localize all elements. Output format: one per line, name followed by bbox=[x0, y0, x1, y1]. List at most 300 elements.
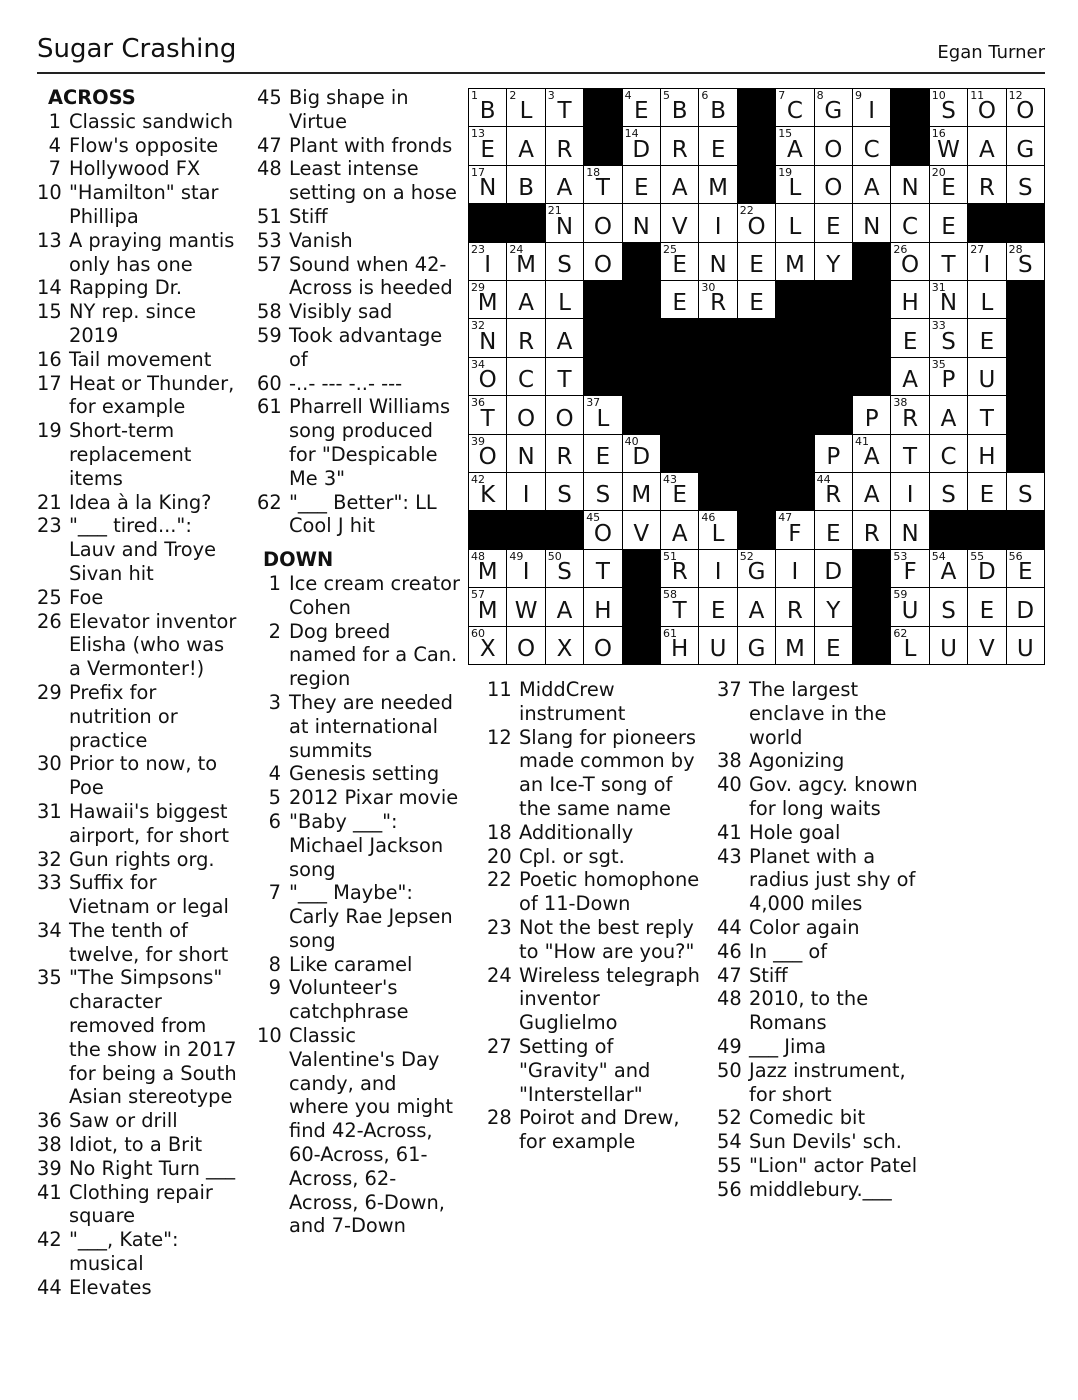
grid-cell[interactable] bbox=[815, 89, 853, 127]
grid-cell[interactable] bbox=[853, 511, 891, 549]
grid-cell[interactable] bbox=[776, 89, 814, 127]
cell-letter: L bbox=[711, 520, 725, 547]
grid-cell[interactable] bbox=[968, 358, 1006, 396]
clue-text: Setting of "Gravity" and "Interstellar" bbox=[519, 1034, 651, 1106]
grid-cell[interactable] bbox=[469, 89, 507, 127]
cell-letter: G bbox=[824, 98, 843, 125]
cell-letter: A bbox=[556, 328, 573, 355]
cell-letter: K bbox=[480, 482, 496, 509]
cell-letter: O bbox=[747, 213, 766, 240]
grid-cell[interactable] bbox=[584, 166, 622, 204]
cell-letter: S bbox=[1017, 251, 1033, 278]
grid-cell[interactable] bbox=[546, 473, 584, 511]
grid-cell[interactable] bbox=[507, 588, 545, 626]
grid-cell[interactable] bbox=[623, 435, 661, 473]
grid-cell[interactable] bbox=[507, 550, 545, 588]
grid-cell[interactable] bbox=[623, 166, 661, 204]
grid-cell[interactable] bbox=[930, 588, 968, 626]
grid-cell[interactable] bbox=[853, 396, 891, 434]
grid-cell[interactable] bbox=[930, 627, 968, 665]
grid-cell[interactable] bbox=[891, 473, 929, 511]
clue-number: 40 bbox=[717, 773, 742, 797]
cell-number: 28 bbox=[1008, 242, 1023, 256]
cell-letter: R bbox=[863, 520, 880, 547]
grid-cell[interactable] bbox=[546, 396, 584, 434]
cell-letter: O bbox=[593, 635, 612, 662]
cell-letter: T bbox=[903, 443, 918, 470]
clue-number: 2 bbox=[268, 619, 281, 643]
grid-cell[interactable] bbox=[546, 127, 584, 165]
grid-cell[interactable] bbox=[815, 627, 853, 665]
clue-item bbox=[717, 1154, 932, 1178]
cell-number: 15 bbox=[778, 127, 793, 141]
clue-item bbox=[37, 1228, 242, 1276]
cell-number: 35 bbox=[931, 357, 946, 371]
grid-cell[interactable] bbox=[1007, 550, 1045, 588]
grid-cell[interactable] bbox=[1007, 473, 1045, 511]
clue-item bbox=[257, 976, 462, 1024]
grid-cell[interactable] bbox=[469, 396, 507, 434]
clue-item bbox=[257, 810, 462, 881]
clue-number: 48 bbox=[717, 987, 742, 1011]
grid-cell[interactable] bbox=[891, 550, 929, 588]
grid-cell[interactable] bbox=[699, 89, 737, 127]
grid-cell[interactable] bbox=[891, 204, 929, 242]
grid-cell[interactable] bbox=[469, 319, 507, 357]
grid-cell[interactable] bbox=[1007, 627, 1045, 665]
clue-number: 30 bbox=[37, 752, 62, 776]
grid-block bbox=[1007, 204, 1045, 242]
grid-cell[interactable] bbox=[930, 281, 968, 319]
cell-letter: A bbox=[518, 136, 534, 163]
grid-block bbox=[891, 89, 929, 127]
grid-cell[interactable] bbox=[738, 243, 776, 281]
grid-cell[interactable] bbox=[815, 550, 853, 588]
grid-cell[interactable] bbox=[930, 435, 968, 473]
clue-number: 10 bbox=[257, 1024, 282, 1048]
grid-cell[interactable] bbox=[815, 127, 853, 165]
grid-cell[interactable] bbox=[661, 127, 699, 165]
grid-cell[interactable] bbox=[891, 281, 929, 319]
grid-block bbox=[738, 319, 776, 357]
clue-number: 7 bbox=[48, 157, 61, 181]
grid-block bbox=[699, 358, 737, 396]
grid-cell[interactable] bbox=[546, 204, 584, 242]
grid-cell[interactable] bbox=[776, 166, 814, 204]
cell-letter: N bbox=[709, 251, 727, 278]
clue-number: 17 bbox=[37, 371, 62, 395]
grid-block bbox=[584, 281, 622, 319]
puzzle-author: Egan Turner bbox=[937, 42, 1045, 63]
grid-cell[interactable] bbox=[546, 89, 584, 127]
grid-cell[interactable] bbox=[776, 550, 814, 588]
cell-letter: S bbox=[557, 482, 572, 509]
grid-cell[interactable] bbox=[930, 319, 968, 357]
grid-cell[interactable] bbox=[891, 396, 929, 434]
clue-number: 29 bbox=[37, 680, 62, 704]
grid-cell[interactable] bbox=[546, 550, 584, 588]
clue-number: 41 bbox=[717, 820, 742, 844]
grid-cell[interactable] bbox=[661, 588, 699, 626]
grid-cell[interactable] bbox=[584, 396, 622, 434]
grid-cell[interactable] bbox=[815, 166, 853, 204]
grid-cell[interactable] bbox=[699, 127, 737, 165]
grid-cell[interactable] bbox=[623, 473, 661, 511]
cell-letter: U bbox=[940, 635, 957, 662]
clue-item bbox=[37, 871, 242, 919]
grid-cell[interactable] bbox=[815, 588, 853, 626]
grid-cell[interactable] bbox=[776, 588, 814, 626]
clue-item bbox=[717, 773, 932, 821]
grid-cell[interactable] bbox=[1007, 588, 1045, 626]
clue-item bbox=[487, 964, 702, 1035]
grid-block bbox=[891, 127, 929, 165]
cell-letter: T bbox=[595, 175, 610, 202]
grid-cell[interactable] bbox=[546, 166, 584, 204]
grid-cell[interactable] bbox=[699, 588, 737, 626]
clue-item bbox=[487, 678, 702, 726]
cell-letter: E bbox=[749, 290, 764, 317]
grid-cell[interactable] bbox=[469, 127, 507, 165]
grid-cell[interactable] bbox=[699, 281, 737, 319]
clue-text: "___, Kate": musical bbox=[69, 1228, 179, 1276]
grid-cell[interactable] bbox=[815, 435, 853, 473]
cell-number: 14 bbox=[624, 127, 639, 141]
cell-letter: H bbox=[901, 290, 919, 317]
clue-number: 28 bbox=[487, 1106, 512, 1130]
grid-cell[interactable] bbox=[891, 166, 929, 204]
grid-cell[interactable] bbox=[507, 627, 545, 665]
grid-cell[interactable] bbox=[968, 588, 1006, 626]
grid-cell[interactable] bbox=[815, 473, 853, 511]
grid-cell[interactable] bbox=[661, 473, 699, 511]
grid-cell[interactable] bbox=[968, 396, 1006, 434]
clue-number: 27 bbox=[487, 1034, 512, 1058]
grid-cell[interactable] bbox=[815, 243, 853, 281]
grid-cell[interactable] bbox=[546, 281, 584, 319]
grid-cell[interactable] bbox=[853, 166, 891, 204]
grid-cell[interactable] bbox=[930, 204, 968, 242]
grid-cell[interactable] bbox=[584, 550, 622, 588]
cell-letter: E bbox=[710, 136, 726, 163]
grid-cell[interactable] bbox=[853, 473, 891, 511]
cell-number: 22 bbox=[739, 204, 754, 218]
grid-cell[interactable] bbox=[930, 396, 968, 434]
grid-cell[interactable] bbox=[968, 166, 1006, 204]
cell-number: 20 bbox=[931, 165, 946, 179]
cell-letter: N bbox=[479, 175, 497, 202]
cell-letter: S bbox=[557, 559, 572, 586]
grid-cell[interactable] bbox=[815, 511, 853, 549]
grid-cell[interactable] bbox=[661, 281, 699, 319]
grid-cell[interactable] bbox=[623, 89, 661, 127]
grid-cell[interactable] bbox=[853, 127, 891, 165]
clue-text: NY rep. since 2019 bbox=[69, 300, 196, 347]
clue-number: 18 bbox=[487, 820, 512, 844]
grid-cell[interactable] bbox=[623, 511, 661, 549]
grid-cell[interactable] bbox=[584, 511, 622, 549]
grid-cell[interactable] bbox=[1007, 243, 1045, 281]
grid-cell[interactable] bbox=[546, 588, 584, 626]
clue-number: 4 bbox=[48, 133, 61, 157]
clue-number: 7 bbox=[268, 881, 281, 905]
grid-cell[interactable] bbox=[968, 550, 1006, 588]
cell-letter: T bbox=[979, 405, 994, 432]
grid-cell[interactable] bbox=[699, 243, 737, 281]
grid-cell[interactable] bbox=[661, 166, 699, 204]
grid-block bbox=[1007, 281, 1045, 319]
cell-letter: T bbox=[941, 251, 956, 278]
grid-cell[interactable] bbox=[968, 319, 1006, 357]
clue-number: 21 bbox=[37, 490, 62, 514]
clue-item bbox=[257, 1024, 462, 1238]
grid-cell[interactable] bbox=[738, 550, 776, 588]
cell-letter: F bbox=[903, 559, 917, 586]
grid-cell[interactable] bbox=[469, 588, 507, 626]
grid-block bbox=[968, 204, 1006, 242]
grid-cell[interactable] bbox=[507, 473, 545, 511]
grid-cell[interactable] bbox=[699, 627, 737, 665]
grid-cell[interactable] bbox=[507, 319, 545, 357]
cell-letter: E bbox=[595, 443, 611, 470]
clue-item bbox=[487, 821, 702, 845]
cell-letter: T bbox=[480, 405, 495, 432]
clue-number: 4 bbox=[268, 762, 281, 786]
grid-cell[interactable] bbox=[546, 243, 584, 281]
grid-cell[interactable] bbox=[623, 204, 661, 242]
clue-number: 20 bbox=[487, 844, 512, 868]
grid-cell[interactable] bbox=[968, 473, 1006, 511]
grid-cell[interactable] bbox=[584, 627, 622, 665]
cell-letter: E bbox=[826, 520, 841, 547]
cell-letter: T bbox=[557, 367, 572, 394]
grid-block bbox=[738, 358, 776, 396]
cell-letter: C bbox=[863, 136, 880, 163]
cell-number: 5 bbox=[663, 89, 670, 102]
grid-cell[interactable] bbox=[968, 89, 1006, 127]
grid-cell[interactable] bbox=[891, 243, 929, 281]
clue-item bbox=[257, 786, 462, 810]
cell-letter: E bbox=[749, 251, 764, 278]
grid-cell[interactable] bbox=[930, 358, 968, 396]
grid-cell[interactable] bbox=[507, 281, 545, 319]
grid-cell[interactable] bbox=[853, 435, 891, 473]
clue-text: Hollywood FX bbox=[69, 157, 201, 181]
clue-item bbox=[37, 300, 242, 348]
grid-cell[interactable] bbox=[738, 281, 776, 319]
grid-cell[interactable] bbox=[930, 89, 968, 127]
clue-item bbox=[717, 1178, 932, 1202]
grid-cell[interactable] bbox=[507, 243, 545, 281]
grid-cell[interactable] bbox=[815, 204, 853, 242]
cell-letter: O bbox=[478, 367, 497, 394]
grid-cell[interactable] bbox=[930, 166, 968, 204]
grid-cell[interactable] bbox=[1007, 166, 1045, 204]
cell-number: 51 bbox=[663, 549, 677, 563]
grid-cell[interactable] bbox=[776, 127, 814, 165]
clue-text: Pharrell Williams song produced for "Despicable Me 3" bbox=[289, 395, 451, 490]
grid-block bbox=[469, 204, 507, 242]
grid-block bbox=[738, 435, 776, 473]
cell-number: 3 bbox=[547, 89, 555, 102]
clue-text: Cpl. or sgt. bbox=[519, 844, 625, 868]
grid-block bbox=[738, 127, 776, 165]
cell-letter: O bbox=[1016, 98, 1035, 125]
grid-cell[interactable] bbox=[507, 127, 545, 165]
cell-number: 12 bbox=[1008, 89, 1023, 102]
grid-cell[interactable] bbox=[891, 435, 929, 473]
grid-cell[interactable] bbox=[699, 550, 737, 588]
clue-item bbox=[487, 726, 702, 821]
clue-number: 51 bbox=[257, 204, 282, 228]
grid-cell[interactable] bbox=[853, 204, 891, 242]
grid-cell[interactable] bbox=[891, 588, 929, 626]
cell-number: 25 bbox=[663, 242, 677, 256]
grid-cell[interactable] bbox=[968, 435, 1006, 473]
cell-number: 55 bbox=[970, 549, 985, 563]
grid-cell[interactable] bbox=[661, 627, 699, 665]
cell-number: 16 bbox=[931, 127, 946, 141]
clue-text: Slang for pioneers made common by an Ice-T song of the same name bbox=[519, 725, 696, 820]
clue-text: Agonizing bbox=[749, 749, 845, 773]
grid-cell[interactable] bbox=[661, 243, 699, 281]
clue-text: Color again bbox=[749, 915, 860, 939]
cell-letter: P bbox=[826, 443, 841, 470]
clue-text: Elevator inventor Elisha (who was a Vermonter!) bbox=[69, 609, 237, 681]
grid-cell[interactable] bbox=[469, 473, 507, 511]
grid-block bbox=[738, 473, 776, 511]
cell-letter: M bbox=[516, 251, 537, 278]
grid-cell[interactable] bbox=[584, 473, 622, 511]
clue-item bbox=[37, 276, 242, 300]
clue-item bbox=[37, 229, 242, 277]
grid-cell[interactable] bbox=[891, 358, 929, 396]
grid-cell[interactable] bbox=[891, 627, 929, 665]
cell-letter: T bbox=[595, 559, 610, 586]
grid-cell[interactable] bbox=[738, 204, 776, 242]
grid-cell[interactable] bbox=[507, 396, 545, 434]
grid-cell[interactable] bbox=[623, 127, 661, 165]
cell-number: 60 bbox=[471, 626, 485, 640]
grid-cell[interactable] bbox=[584, 588, 622, 626]
grid-cell[interactable] bbox=[546, 435, 584, 473]
clue-text: "Lion" actor Patel bbox=[749, 1153, 918, 1177]
grid-cell[interactable] bbox=[661, 89, 699, 127]
cell-letter: R bbox=[556, 443, 573, 470]
cell-letter: S bbox=[1017, 482, 1033, 509]
grid-cell[interactable] bbox=[469, 281, 507, 319]
clue-text: Wireless telegraph inventor Guglielmo bbox=[519, 963, 700, 1035]
grid-cell[interactable] bbox=[968, 627, 1006, 665]
grid-cell[interactable] bbox=[507, 89, 545, 127]
clue-number: 62 bbox=[257, 490, 282, 514]
grid-cell[interactable] bbox=[469, 358, 507, 396]
cell-number: 9 bbox=[855, 89, 862, 102]
grid-cell[interactable] bbox=[853, 89, 891, 127]
grid-cell[interactable] bbox=[699, 511, 737, 549]
clue-item bbox=[717, 1130, 932, 1154]
grid-cell[interactable] bbox=[469, 627, 507, 665]
cell-letter: A bbox=[902, 367, 918, 394]
grid-cell[interactable] bbox=[584, 243, 622, 281]
grid-cell[interactable] bbox=[776, 627, 814, 665]
grid-cell[interactable] bbox=[507, 166, 545, 204]
grid-cell[interactable] bbox=[738, 627, 776, 665]
grid-cell[interactable] bbox=[968, 281, 1006, 319]
grid-cell[interactable] bbox=[469, 166, 507, 204]
clue-number: 19 bbox=[37, 419, 62, 443]
grid-cell[interactable] bbox=[776, 511, 814, 549]
grid-cell[interactable] bbox=[776, 243, 814, 281]
grid-cell[interactable] bbox=[891, 319, 929, 357]
clue-text: middlebury.___ bbox=[749, 1177, 892, 1201]
clue-item bbox=[37, 1133, 242, 1157]
grid-cell[interactable] bbox=[968, 243, 1006, 281]
grid-block bbox=[853, 281, 891, 319]
grid-cell[interactable] bbox=[546, 627, 584, 665]
clue-item bbox=[257, 324, 462, 372]
cell-letter: A bbox=[979, 136, 995, 163]
cell-letter: O bbox=[824, 175, 843, 202]
clue-number: 44 bbox=[37, 1275, 62, 1299]
grid-cell[interactable] bbox=[738, 588, 776, 626]
grid-cell[interactable] bbox=[584, 204, 622, 242]
cell-letter: C bbox=[902, 213, 919, 240]
grid-cell[interactable] bbox=[584, 435, 622, 473]
clue-text: Prefix for nutrition or practice bbox=[69, 680, 178, 752]
grid-cell[interactable] bbox=[546, 358, 584, 396]
grid-cell[interactable] bbox=[699, 166, 737, 204]
grid-block bbox=[623, 319, 661, 357]
cell-letter: N bbox=[901, 520, 919, 547]
grid-cell[interactable] bbox=[507, 435, 545, 473]
grid-cell[interactable] bbox=[469, 550, 507, 588]
clue-item bbox=[257, 372, 462, 396]
grid-cell[interactable] bbox=[661, 550, 699, 588]
grid-cell[interactable] bbox=[930, 473, 968, 511]
cell-letter: E bbox=[672, 290, 687, 317]
cell-number: 39 bbox=[471, 434, 485, 448]
clue-number: 25 bbox=[37, 585, 62, 609]
clue-text: Additionally bbox=[519, 820, 634, 844]
grid-cell[interactable] bbox=[507, 358, 545, 396]
clue-text: Big shape in Virtue bbox=[289, 86, 409, 133]
grid-block bbox=[853, 550, 891, 588]
grid-cell[interactable] bbox=[1007, 127, 1045, 165]
clue-item bbox=[257, 620, 462, 691]
grid-cell[interactable] bbox=[776, 204, 814, 242]
grid-cell[interactable] bbox=[661, 511, 699, 549]
clue-text: Poetic homophone of 11-Down bbox=[519, 868, 700, 916]
grid-cell[interactable] bbox=[930, 243, 968, 281]
grid-cell[interactable] bbox=[469, 435, 507, 473]
clue-number: 56 bbox=[717, 1177, 742, 1201]
down-header: DOWN bbox=[263, 548, 334, 572]
grid-cell[interactable] bbox=[968, 127, 1006, 165]
grid-cell[interactable] bbox=[661, 204, 699, 242]
grid-block bbox=[661, 435, 699, 473]
grid-block bbox=[661, 358, 699, 396]
cell-letter: E bbox=[826, 635, 841, 662]
clue-text: Gov. agcy. known for long waits bbox=[749, 773, 918, 820]
grid-cell[interactable] bbox=[546, 319, 584, 357]
grid-cell[interactable] bbox=[930, 550, 968, 588]
grid-cell[interactable] bbox=[891, 511, 929, 549]
grid-cell[interactable] bbox=[699, 204, 737, 242]
grid-cell[interactable] bbox=[1007, 89, 1045, 127]
grid-cell[interactable] bbox=[930, 127, 968, 165]
grid-cell[interactable] bbox=[469, 243, 507, 281]
